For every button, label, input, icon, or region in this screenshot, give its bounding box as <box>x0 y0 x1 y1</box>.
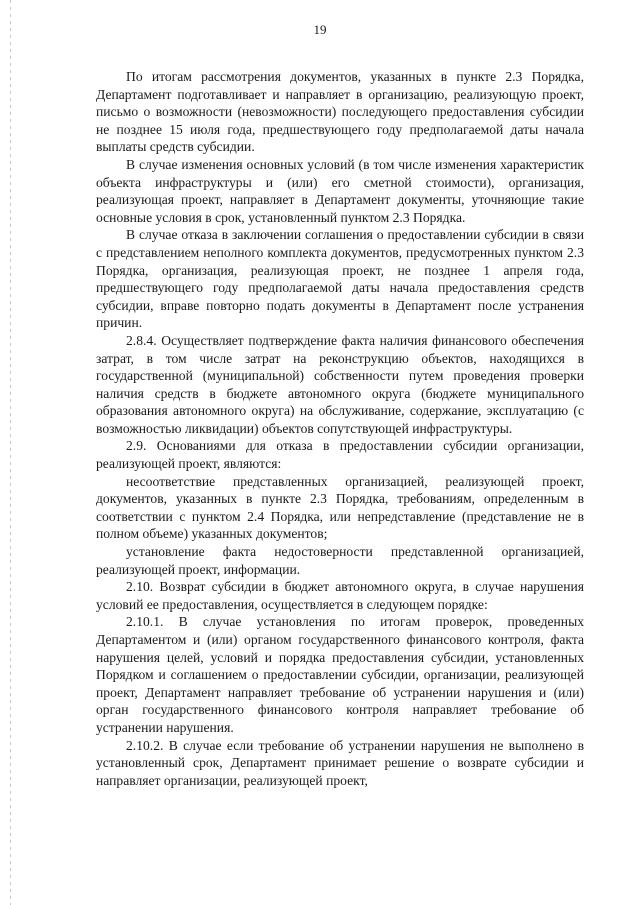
paragraph-2-9: 2.9. Основаниями для отказа в предоставлении субсидии организации, реализующей проект, являются: <box>96 438 584 472</box>
paragraph-2-9-item-1: несоответствие представленных организацией, реализующей проект, документов, указанных в пункте 2.3 Порядка, требованиям, определенным в соответствии с пунктом 2.4 Порядка, или непредставление (представление не в полном объеме) указанных документов; <box>96 473 584 542</box>
paragraph-2-8-4: 2.8.4. Осуществляет подтверждение факта наличия финансового обеспечения затрат, в том числе затрат на реконструкцию объектов, находящихся в государственной (муниципальной) собственности путем проведения проверки наличия средств в бюджете автономного округа (бюджете муниципального образования автономного округа) на обслуживание, содержание, эксплуатацию (с возможностью ликвидации) объектов сопутствующей инфраструктуры. <box>96 332 584 436</box>
paragraph-2-10: 2.10. Возврат субсидии в бюджет автономного округа, в случае нарушения условий ее предоставления, осуществляется в следующем порядке: <box>96 579 584 612</box>
paragraph-2-10-2: 2.10.2. В случае если требование об устранении нарушения не выполнено в установленный срок, Департамент принимает решение о возврате субсидии и направляет организации, реализующей проект, <box>96 737 584 788</box>
paragraph-2-9-item-2: установление факта недостоверности представленной организацией, реализующей проект, информации. <box>96 544 584 577</box>
paragraph-2-10-1: 2.10.1. В случае установления по итогам проверок, проведенных Департаментом и (или) органом государственного финансового контроля, факта нарушения целей, условий и порядка предоставления субсидии, установленных Порядком и соглашением о предоставлении субсидии, организации, реализующей проект, Департамент направляет требование об устранении нарушения и (или) орган государственного финансового контроля направляет требование об устранении нарушения. <box>96 614 584 735</box>
document-body <box>96 68 584 789</box>
paragraph-review-results: По итогам рассмотрения документов, указанных в пункте 2.3 Порядка, Департамент подготавливает и направляет в организацию, реализующую проект, письмо о возможности (невозможности) последующего предоставления субсидии не позднее 15 июля года, предшествующего году предполагаемой даты начала выплаты средств субсидии. <box>96 69 584 155</box>
paragraph-change-conditions: В случае изменения основных условий (в том числе изменения характеристик объекта инфраструктуры и (или) его сметной стоимости), организация, реализующая проект, направляет в Департамент документы, уточняющие такие основные условия в срок, установленный пунктом 2.3 Порядка. <box>96 156 584 225</box>
page-number: 19 <box>313 22 327 37</box>
paragraph-refusal-resubmission: В случае отказа в заключении соглашения о предоставлении субсидии в связи с представлением неполного комплекта документов, предусмотренных пунктом 2.3 Порядка, организация, реализующая проект, не позднее 1 апреля года, предшествующего году предполагаемой даты начала предоставления средств субсидии, вправе повторно подать документы в Департамент после устранения причин. <box>96 227 584 331</box>
scan-edge-line <box>10 0 11 905</box>
